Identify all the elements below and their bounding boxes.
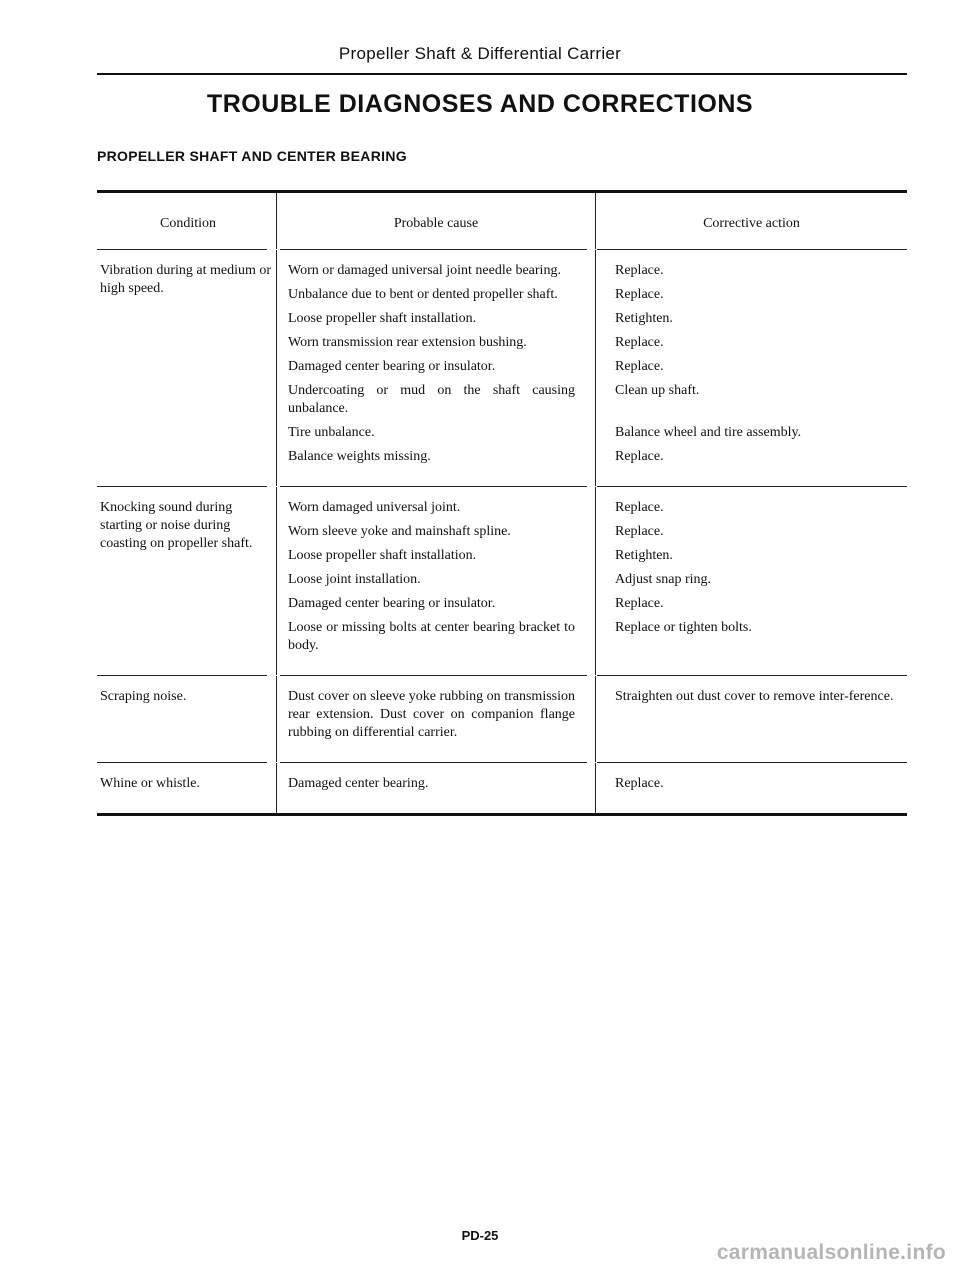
cause-item: Dust cover on sleeve yoke rubbing on transmission rear extension. Dust cover on companion flange rubbing on differential carrier. — [288, 689, 575, 740]
action-item: Replace. — [615, 263, 664, 278]
table-row — [97, 763, 907, 813]
action-item: Straighten out dust cover to remove inter-ference. — [615, 689, 894, 704]
table-row — [97, 676, 907, 762]
cause-item: Worn sleeve yoke and mainshaft spline. — [288, 524, 511, 539]
cause-item: Damaged center bearing. — [288, 776, 429, 791]
header-rule — [97, 73, 907, 75]
condition-cell: Scraping noise. — [100, 689, 187, 704]
column-header-cause: Probable cause — [276, 193, 595, 249]
cause-item: Unbalance due to bent or dented propeller shaft. — [288, 287, 558, 302]
cause-item: Worn or damaged universal joint needle bearing. — [288, 263, 561, 278]
action-item: Retighten. — [615, 548, 673, 563]
action-item: Replace. — [615, 335, 664, 350]
table-header-row — [97, 193, 907, 249]
cause-cell — [276, 250, 595, 486]
cause-item: Undercoating or mud on the shaft causing unbalance. — [288, 383, 575, 416]
action-cell — [595, 676, 907, 762]
action-item: Clean up shaft. — [615, 383, 700, 398]
cause-item: Damaged center bearing or insulator. — [288, 596, 496, 611]
page-title: TROUBLE DIAGNOSES AND CORRECTIONS — [206, 90, 754, 118]
table-body — [97, 249, 907, 813]
action-item: Replace. — [615, 524, 664, 539]
table-row — [97, 487, 907, 675]
condition-cell: Whine or whistle. — [100, 776, 200, 791]
cause-cell — [276, 763, 595, 813]
action-cell — [595, 487, 907, 675]
column-header-action: Corrective action — [595, 193, 907, 249]
section-title: PROPELLER SHAFT AND CENTER BEARING — [97, 148, 407, 164]
cause-cell — [276, 487, 595, 675]
column-header-condition: Condition — [159, 216, 216, 231]
cause-item: Loose propeller shaft installation. — [288, 311, 477, 326]
cause-item: Worn damaged universal joint. — [288, 500, 461, 515]
watermark: carmanualsonline.info — [716, 1241, 946, 1264]
action-cell — [595, 763, 907, 813]
action-item: Replace or tighten bolts. — [615, 620, 752, 635]
action-cell — [595, 250, 907, 486]
condition-cell: Vibration during at medium or high speed. — [100, 263, 272, 296]
table-bottom-rule — [97, 813, 907, 816]
cause-item: Balance weights missing. — [288, 449, 431, 464]
cause-item: Loose or missing bolts at center bearing bracket to body. — [288, 620, 575, 653]
action-item: Replace. — [615, 596, 664, 611]
action-item: Replace. — [615, 449, 664, 464]
action-item: Replace. — [615, 287, 664, 302]
running-header: Propeller Shaft & Differential Carrier — [338, 44, 622, 63]
action-item: Adjust snap ring. — [615, 572, 712, 587]
action-item: Retighten. — [615, 311, 673, 326]
action-item: Balance wheel and tire assembly. — [615, 425, 802, 440]
action-item: Replace. — [615, 776, 664, 791]
cause-item: Worn transmission rear extension bushing. — [288, 335, 527, 350]
condition-cell: Knocking sound during starting or noise during coasting on propeller shaft. — [100, 500, 253, 551]
cause-item: Damaged center bearing or insulator. — [288, 359, 496, 374]
trouble-table — [97, 190, 907, 816]
action-item: Replace. — [615, 500, 664, 515]
action-item: Replace. — [615, 359, 664, 374]
page-number: PD-25 — [461, 1228, 499, 1243]
cause-item: Loose joint installation. — [288, 572, 421, 587]
cause-cell — [276, 676, 595, 762]
cause-item: Loose propeller shaft installation. — [288, 548, 477, 563]
cause-item: Tire unbalance. — [288, 425, 375, 440]
table-row — [97, 250, 907, 486]
